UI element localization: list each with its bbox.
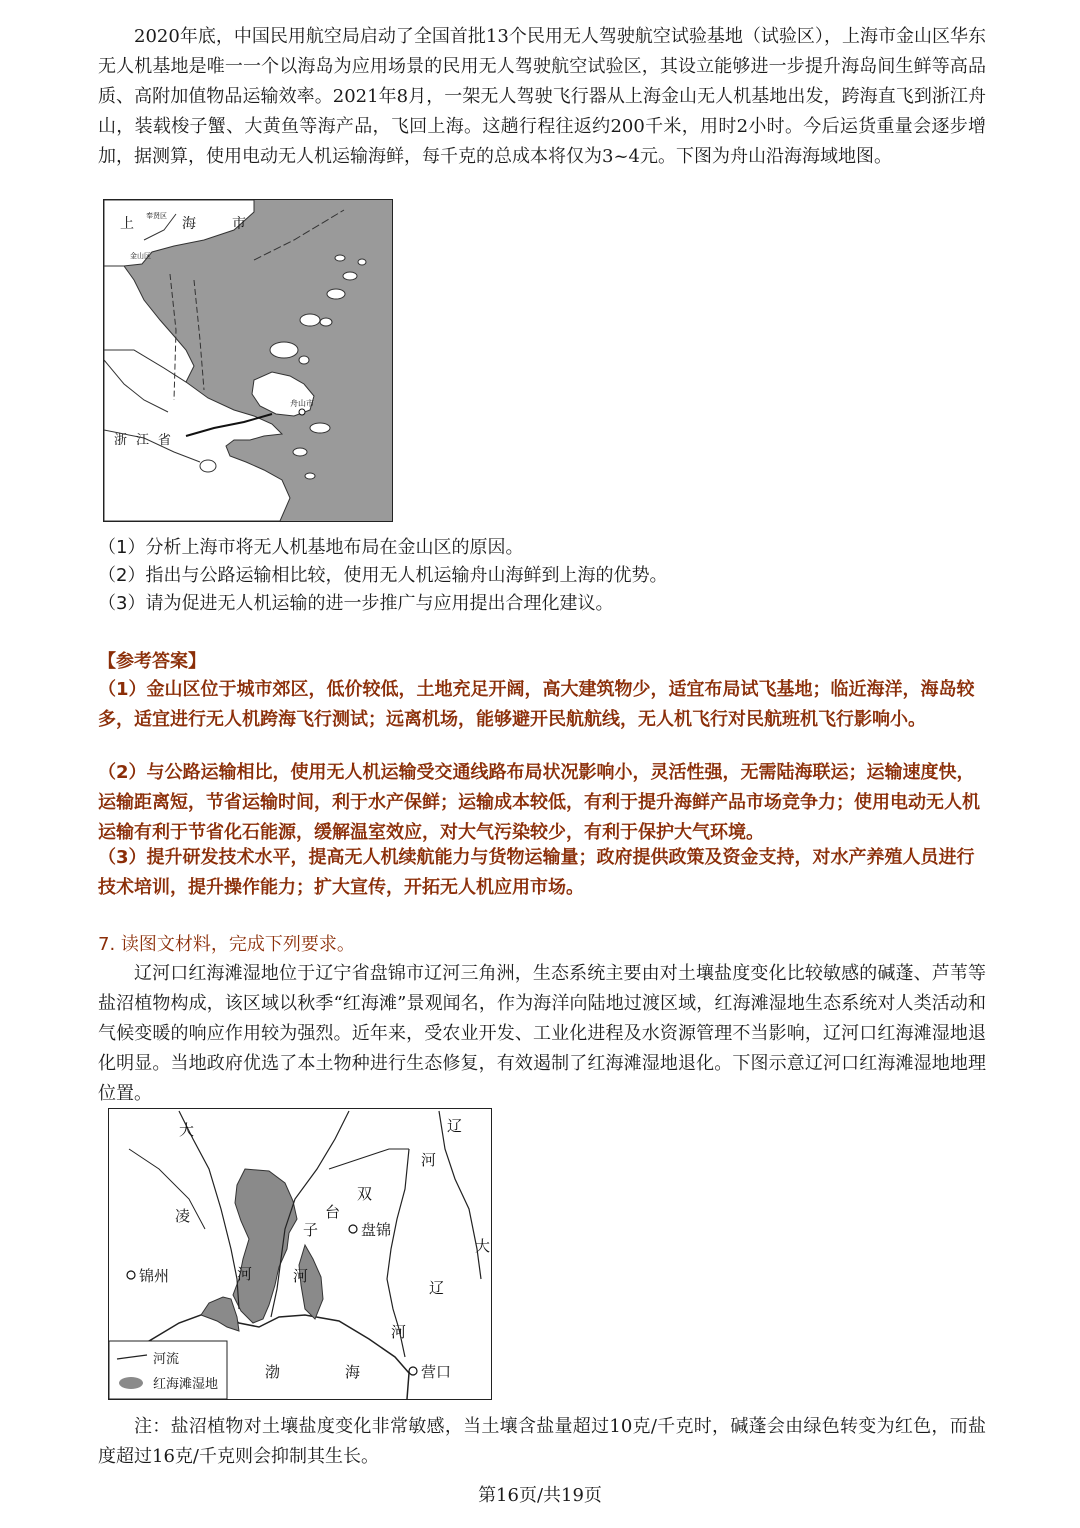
island: [305, 473, 315, 479]
legend-wetland-label: 红海滩湿地: [153, 1377, 219, 1392]
island: [335, 255, 345, 261]
map2-daliao-2: 辽: [429, 1279, 445, 1297]
map2-daliao-3: 河: [391, 1323, 407, 1341]
island: [293, 448, 307, 456]
map2-liao-2: 河: [421, 1151, 437, 1169]
answer-1: （1）金山区位于城市郊区，低价较低，土地充足开阔，高大建筑物少，适宜布局试飞基地；临近海洋，海岛较多，适宜进行无人机跨海飞行测试；远离机场，能够避开民航航线，无人机飞行对民航班机飞行影响小。: [98, 679, 975, 730]
map2-panjin: 盘锦: [361, 1221, 392, 1239]
map1-jinshan: 金山区: [130, 252, 151, 260]
jinzhou-marker: [127, 1271, 135, 1279]
yingkou-marker: [409, 1367, 417, 1375]
answer-2: （2）与公路运输相比，使用无人机运输受交通线路布局状况影响小，灵活性强，无需陆海联运；运输速度快，运输距离短，节省运输时间，利于水产保鲜；运输成本较低，有利于提升海鲜产品市场竞争力；使用电动无人机运输有利于节省化石能源，缓解温室效应，对大气污染较少，有利于保护大气环境。: [98, 762, 980, 843]
map2-yingkou: 营口: [421, 1363, 452, 1381]
map1-shanghai-1: 上: [120, 216, 134, 232]
zhoushan-city-marker: [299, 409, 305, 415]
map2-daling-1: 大: [179, 1121, 195, 1139]
map1-zhoushan: 舟山市: [290, 399, 314, 408]
question-7-title: 7. 读图文材料，完成下列要求。: [98, 934, 355, 955]
question-2: （2）指出与公路运输相比较，使用无人机运输舟山海鲜到上海的优势。: [98, 565, 668, 586]
answer-3: （3）提升研发技术水平，提高无人机续航能力与货物运输量；政府提供政策及资金支持，对水产养殖人员进行技术培训，提升操作能力；扩大宣传，开拓无人机应用市场。: [98, 847, 975, 898]
liaohe-map-svg: [109, 1109, 491, 1399]
panjin-marker: [349, 1225, 357, 1233]
island: [358, 259, 366, 265]
map2-jinzhou: 锦州: [139, 1267, 170, 1285]
tributary: [129, 1149, 205, 1229]
map2-daling-2: 凌: [175, 1207, 191, 1225]
map2-daliao-1: 大: [475, 1237, 491, 1255]
map2-bohai-2: 海: [345, 1363, 361, 1381]
liaohe-map: [108, 1108, 492, 1400]
question-3: （3）请为促进无人机运输的进一步推广与应用提出合理化建议。: [98, 593, 614, 614]
island: [299, 356, 309, 364]
island: [320, 318, 332, 326]
map1-fengxian: 奉贤区: [146, 212, 167, 220]
answer-title: 【参考答案】: [98, 651, 206, 672]
wetland-main: [233, 1169, 297, 1323]
intro-paragraph: 2020年底，中国民用航空局启动了全国首批13个民用无人驾驶航空试验基地（试验区），上海市金山区华东无人机基地是唯一一个以海岛为应用场景的民用无人驾驶航空试验区，其设立能够进一步提升海岛间生鲜等高品质、高附加值物品运输效率。2021年8月，一架无人驾驶飞行器从上海金山无人机基地出发，跨海直飞到浙江舟山，装载梭子蟹、大黄鱼等海产品，飞回上海。这趟行程往返约200千米，用时2小时。今后运货重量会逐步增加，据测算，使用电动无人机运输海鲜，每千克的总成本将仅为3~4元。下图为舟山沿海海域地图。: [98, 26, 986, 167]
island: [343, 272, 357, 280]
zhoushan-map-svg: [104, 200, 392, 521]
island: [270, 342, 298, 358]
island: [200, 460, 216, 472]
legend-river-label: 河流: [153, 1352, 180, 1367]
map1-zhejiang-2: 江: [136, 433, 150, 448]
island: [300, 314, 320, 326]
map2-daling-3: 河: [237, 1265, 253, 1283]
tributary: [329, 1149, 409, 1169]
map2-shuangtaizi-4: 河: [293, 1267, 309, 1285]
note-paragraph: 注：盐沼植物对土壤盐度变化非常敏感，当土壤含盐量超过10克/千克时，碱蓬会由绿色转变为红色，而盐度超过16克/千克则会抑制其生长。: [98, 1416, 986, 1467]
legend-wetland-symbol: [119, 1377, 143, 1389]
map2-shuangtaizi-3: 子: [303, 1221, 319, 1239]
question-7-paragraph: 辽河口红海滩湿地位于辽宁省盘锦市辽河三角洲，生态系统主要由对土壤盐度变化比较敏感的碱蓬、芦苇等盐沼植物构成，该区域以秋季“红海滩”景观闻名，作为海洋向陆地过渡区域，红海滩湿地生态系统对人类活动和气候变暖的响应作用较为强烈。近年来，受农业开发、工业化进程及水资源管理不当影响，辽河口红海滩湿地退化明显。当地政府优选了本土物种进行生态修复，有效遏制了红海滩湿地退化。下图示意辽河口红海滩湿地地理位置。: [98, 963, 986, 1104]
map1-shanghai-2: 海: [182, 216, 196, 232]
map1-zhejiang-3: 省: [158, 433, 172, 448]
map1-zhejiang-1: 浙: [114, 433, 128, 448]
page-footer: 第16页/共19页: [478, 1485, 602, 1506]
map1-shanghai-3: 市: [232, 216, 246, 232]
question-1: （1）分析上海市将无人机基地布局在金山区的原因。: [98, 537, 524, 558]
island: [327, 289, 345, 299]
map2-liao-1: 辽: [447, 1117, 463, 1135]
wetland-west: [201, 1297, 239, 1331]
map2-bohai-1: 渤: [265, 1363, 281, 1381]
map2-shuangtaizi-2: 台: [325, 1203, 341, 1221]
island: [310, 423, 330, 433]
map2-shuangtaizi-1: 双: [357, 1185, 373, 1203]
zhoushan-map: [103, 199, 393, 522]
